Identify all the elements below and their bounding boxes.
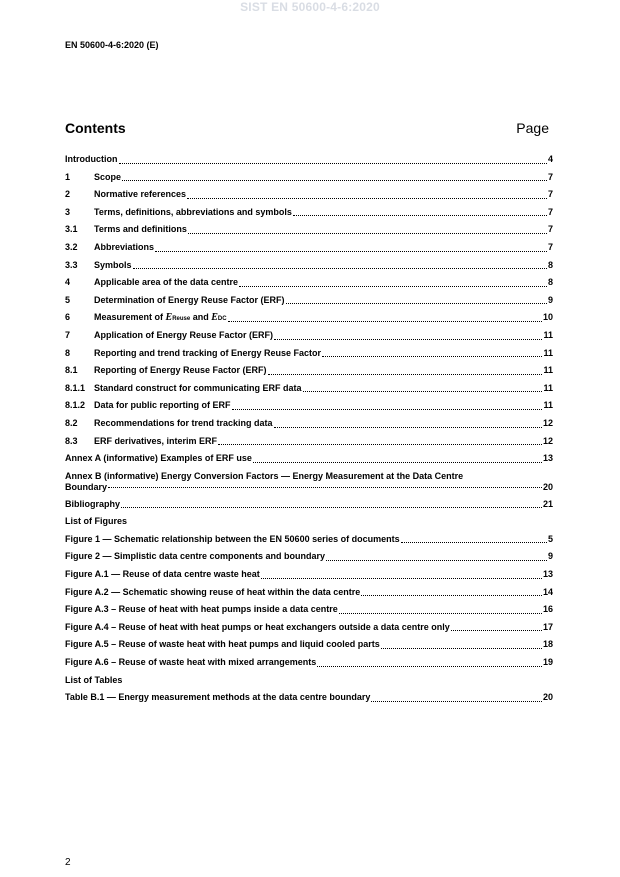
figure-entry[interactable] bbox=[65, 619, 553, 637]
dot-leader bbox=[293, 214, 547, 216]
toc-entry-title-continued: Boundary bbox=[65, 481, 108, 492]
figure-entry-page: 19 bbox=[542, 657, 553, 668]
dot-leader bbox=[371, 700, 542, 702]
figure-entry[interactable] bbox=[65, 584, 553, 602]
toc-entry-8-2[interactable] bbox=[65, 415, 553, 433]
dot-leader bbox=[187, 197, 547, 199]
dot-leader bbox=[339, 612, 542, 614]
dot-leader bbox=[286, 302, 547, 304]
dot-leader bbox=[133, 267, 547, 269]
figure-entry-title: Figure A.2 — Schematic showing reuse of heat within the data centre bbox=[65, 586, 361, 597]
dot-leader bbox=[122, 179, 547, 181]
figure-entry-page: 16 bbox=[542, 604, 553, 615]
figure-entry-title: Figure 2 — Simplistic data centre components and boundary bbox=[65, 551, 326, 562]
dot-leader bbox=[381, 647, 542, 649]
toc-entry-number: 7 bbox=[65, 329, 71, 340]
toc-entry-title: Bibliography bbox=[65, 498, 121, 509]
dot-leader bbox=[268, 373, 543, 375]
toc-entry-1[interactable] bbox=[65, 169, 553, 187]
list-of-tables-heading: List of Tables bbox=[65, 674, 123, 685]
toc-entry-page: 8 bbox=[547, 277, 553, 288]
toc-entry-8-1[interactable] bbox=[65, 362, 553, 380]
dot-leader bbox=[218, 443, 542, 445]
toc-entry-8-1-2[interactable] bbox=[65, 397, 553, 415]
watermark: SIST EN 50600-4-6:2020 bbox=[240, 0, 380, 14]
dot-leader bbox=[317, 665, 542, 667]
toc-entry-title: Abbreviations bbox=[94, 241, 155, 252]
dot-leader bbox=[322, 355, 542, 357]
toc-entry-title: Applicable area of the data centre bbox=[94, 277, 239, 288]
toc-entry-number: 2 bbox=[65, 189, 71, 200]
toc-entry-title: Introduction bbox=[65, 154, 118, 164]
toc-entry-8-1-1[interactable] bbox=[65, 380, 553, 398]
document-id: EN 50600-4-6:2020 (E) bbox=[65, 40, 159, 50]
toc-entry-3[interactable] bbox=[65, 204, 553, 222]
figure-entry-title: Figure A.5 – Reuse of waste heat with heat pumps and liquid cooled parts bbox=[65, 639, 380, 650]
toc-entry-title: Data for public reporting of ERF bbox=[94, 400, 231, 411]
toc-entry-page: 11 bbox=[543, 347, 553, 358]
toc-entry-7[interactable] bbox=[65, 327, 553, 345]
toc-entry-number: 3.3 bbox=[65, 259, 78, 270]
toc-entry-number: 8.1.2 bbox=[65, 400, 86, 411]
figure-entry[interactable] bbox=[65, 531, 553, 549]
toc-entry-page: 11 bbox=[543, 329, 553, 340]
dot-leader bbox=[239, 285, 547, 287]
figure-entry[interactable] bbox=[65, 654, 553, 672]
dot-leader bbox=[155, 250, 547, 252]
subscript-reuse: Reuse bbox=[172, 316, 191, 323]
toc-entry-3-3[interactable] bbox=[65, 257, 553, 275]
figure-entry-title: Figure A.1 — Reuse of data centre waste heat bbox=[65, 569, 260, 580]
figure-entry[interactable] bbox=[65, 601, 553, 619]
toc-entry-page: 13 bbox=[542, 453, 553, 464]
toc-entry-title: Terms and definitions bbox=[94, 224, 187, 235]
toc-entry-page: 11 bbox=[543, 365, 553, 376]
figure-entry[interactable] bbox=[65, 636, 553, 654]
table-entry-page: 20 bbox=[542, 692, 553, 703]
toc-entry-annex-a[interactable] bbox=[65, 450, 553, 468]
toc-entry-title: ERF derivatives, interim ERF bbox=[94, 435, 218, 446]
table-entry-title: Table B.1 — Energy measurement methods at the data centre boundary bbox=[65, 692, 371, 703]
toc-entry-title: Determination of Energy Reuse Factor (ERF) bbox=[94, 294, 285, 305]
toc-entry-title: Normative references bbox=[94, 189, 187, 200]
toc-entry-number: 6 bbox=[65, 312, 71, 323]
toc-entry-title-text: Measurement of bbox=[94, 312, 166, 323]
dot-leader bbox=[228, 320, 542, 322]
toc-entry-page: 21 bbox=[542, 498, 553, 509]
toc-entry-title-text: and bbox=[190, 312, 212, 323]
dot-leader bbox=[261, 577, 542, 579]
symbol-e-dc: E bbox=[211, 312, 218, 324]
toc-entry-3-1[interactable] bbox=[65, 221, 553, 239]
toc-entry-page: 11 bbox=[543, 382, 553, 393]
toc-entry-page: 4 bbox=[547, 154, 553, 164]
toc-entry-5[interactable] bbox=[65, 292, 553, 310]
toc-entry-number: 3.2 bbox=[65, 241, 78, 252]
toc-entry-number: 3.1 bbox=[65, 224, 78, 235]
dot-leader bbox=[119, 162, 547, 164]
toc-entry-page: 7 bbox=[547, 171, 553, 182]
toc-entry-8-3[interactable] bbox=[65, 433, 553, 451]
toc-entry-annex-b[interactable] bbox=[65, 468, 553, 496]
figure-entry-title: Figure A.4 – Reuse of heat with heat pumps or heat exchangers outside a data centre only bbox=[65, 621, 450, 632]
toc-entry-page: 7 bbox=[547, 241, 553, 252]
dot-leader bbox=[451, 629, 542, 631]
dot-leader bbox=[121, 506, 542, 508]
dot-leader bbox=[232, 408, 543, 410]
toc-entry-title: Application of Energy Reuse Factor (ERF) bbox=[94, 329, 274, 340]
toc-entry-title: Annex A (informative) Examples of ERF use bbox=[65, 453, 252, 464]
figure-entry-title: Figure A.6 – Reuse of waste heat with mixed arrangements bbox=[65, 657, 317, 668]
symbol-e-reuse: E bbox=[165, 312, 173, 324]
toc-entry-title: Reporting and trend tracking of Energy Reuse Factor bbox=[94, 347, 322, 358]
figure-entry-title: Figure A.3 – Reuse of heat with heat pumps inside a data centre bbox=[65, 604, 338, 615]
contents-title: Contents bbox=[65, 120, 126, 136]
figure-entry-page: 14 bbox=[542, 586, 553, 597]
toc-entry-number: 8.1.1 bbox=[65, 382, 86, 393]
toc-entry-title: Scope bbox=[94, 171, 122, 182]
toc-entry-title: Standard construct for communicating ERF data bbox=[94, 382, 302, 393]
toc-entry-number: 3 bbox=[65, 206, 71, 217]
toc-entry-6[interactable] bbox=[65, 309, 553, 327]
figure-entry-page: 9 bbox=[547, 551, 553, 562]
toc-entry-page: 12 bbox=[542, 417, 553, 428]
toc-entry-page: 11 bbox=[543, 400, 553, 411]
figure-entry-page: 17 bbox=[542, 621, 553, 632]
toc-entry-page: 9 bbox=[547, 294, 553, 305]
list-of-figures-heading: List of Figures bbox=[65, 516, 128, 527]
toc-entry-title: Terms, definitions, abbreviations and symbols bbox=[94, 206, 292, 217]
figure-entry[interactable] bbox=[65, 566, 553, 584]
toc-entry-page: 12 bbox=[542, 435, 553, 446]
toc-entry-number: 5 bbox=[65, 294, 71, 305]
dot-leader bbox=[361, 594, 542, 596]
dot-leader bbox=[274, 338, 542, 340]
figure-entry-title: Figure 1 — Schematic relationship between the EN 50600 series of documents bbox=[65, 533, 400, 544]
figure-entry-page: 13 bbox=[542, 569, 553, 580]
dot-leader bbox=[326, 559, 547, 561]
figure-entry-page: 5 bbox=[547, 533, 553, 544]
toc-entry-title: Annex B (informative) Energy Conversion Factors — Energy Measurement at the Data Centre bbox=[65, 470, 464, 481]
toc-entry-page: 8 bbox=[547, 259, 553, 270]
toc-entry-4[interactable] bbox=[65, 274, 553, 292]
table-of-contents bbox=[65, 151, 553, 707]
dot-leader bbox=[303, 390, 543, 392]
dot-leader bbox=[253, 461, 542, 463]
toc-entry-page: 7 bbox=[547, 189, 553, 200]
toc-entry-number: 8.3 bbox=[65, 435, 78, 446]
table-entry[interactable] bbox=[65, 689, 553, 707]
dot-leader bbox=[188, 232, 547, 234]
toc-entry-2[interactable] bbox=[65, 186, 553, 204]
toc-entry-3-2[interactable] bbox=[65, 239, 553, 257]
figure-entry[interactable] bbox=[65, 548, 553, 566]
figure-entry-page: 18 bbox=[542, 639, 553, 650]
toc-entry-introduction[interactable] bbox=[65, 151, 553, 169]
toc-entry-page: 7 bbox=[547, 206, 553, 217]
toc-entry-bibliography[interactable] bbox=[65, 496, 553, 514]
toc-entry-title: Symbols bbox=[94, 259, 132, 270]
toc-entry-number: 8.2 bbox=[65, 417, 78, 428]
dot-leader bbox=[401, 541, 547, 543]
contents-header bbox=[65, 120, 549, 136]
dot-leader bbox=[274, 426, 542, 428]
toc-entry-page: 20 bbox=[542, 481, 553, 492]
toc-entry-number: 4 bbox=[65, 277, 71, 288]
toc-entry-number: 8.1 bbox=[65, 365, 78, 376]
toc-entry-number: 1 bbox=[65, 171, 71, 182]
subscript-dc: DC bbox=[217, 316, 227, 323]
page-column-label: Page bbox=[516, 120, 549, 136]
dot-leader bbox=[108, 486, 542, 488]
toc-entry-page: 10 bbox=[542, 312, 553, 323]
toc-entry-8[interactable] bbox=[65, 345, 553, 363]
toc-entry-title: Reporting of Energy Reuse Factor (ERF) bbox=[94, 365, 267, 376]
toc-entry-number: 8 bbox=[65, 347, 71, 358]
page-number: 2 bbox=[65, 857, 71, 868]
toc-entry-page: 7 bbox=[547, 224, 553, 235]
toc-entry-title: Recommendations for trend tracking data bbox=[94, 417, 273, 428]
